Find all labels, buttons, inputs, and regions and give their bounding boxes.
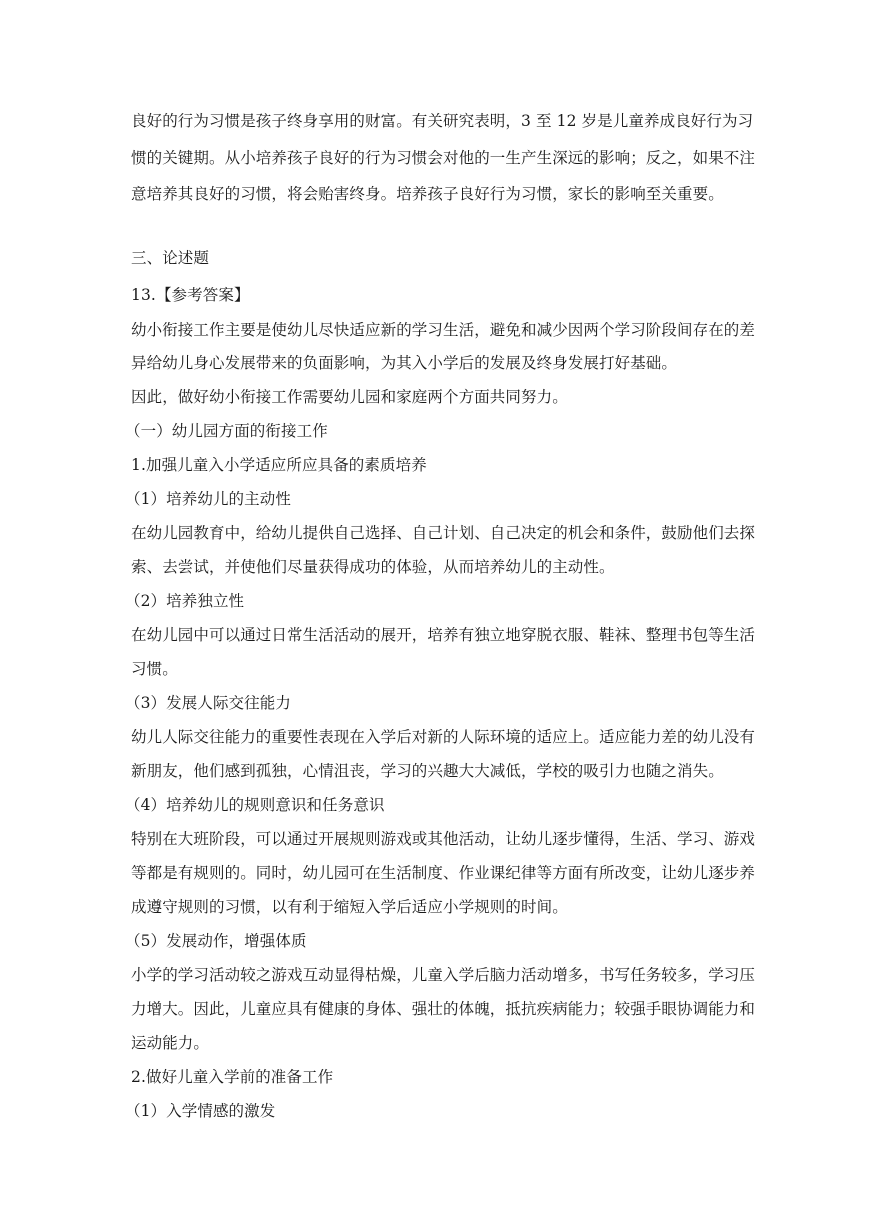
paragraph-line: 意培养其良好的习惯，将会贻害终身。培养孩子良好行为习惯，家长的影响至关重要。 xyxy=(131,185,724,203)
paragraph-line: 新朋友，他们感到孤独，心情沮丧，学习的兴趣大大减低，学校的吸引力也随之消失。 xyxy=(131,762,724,780)
paragraph-line: 力增大。因此，儿童应具有健康的身体、强壮的体魄，抵抗疾病能力；较强手眼协调能力和 xyxy=(131,1000,756,1018)
item-heading: （5）发展动作，增强体质 xyxy=(125,932,307,950)
item-heading: （3）发展人际交往能力 xyxy=(125,694,291,712)
paragraph-line: 良好的行为习惯是孩子终身享用的财富。有关研究表明，3 至 12 岁是儿童养成良好行为习 xyxy=(131,112,754,130)
paragraph-line: 小学的学习活动较之游戏互动显得枯燥，儿童入学后脑力活动增多，书写任务较多，学习压 xyxy=(131,966,756,984)
question-number: 13.【参考答案】 xyxy=(131,286,250,304)
paragraph-line: 习惯。 xyxy=(131,660,178,678)
paragraph-line: 幼儿人际交往能力的重要性表现在入学后对新的人际环境的适应上。适应能力差的幼儿没有 xyxy=(131,728,756,746)
paragraph-line: 在幼儿园中可以通过日常生活活动的展开，培养有独立地穿脱衣服、鞋袜、整理书包等生活 xyxy=(131,626,756,644)
paragraph-line: 特别在大班阶段，可以通过开展规则游戏或其他活动，让幼儿逐步懂得，生活、学习、游戏 xyxy=(131,830,756,848)
subsection-heading: 2.做好儿童入学前的准备工作 xyxy=(131,1068,334,1086)
paragraph-line: 索、去尝试，并使他们尽量获得成功的体验，从而培养幼儿的主动性。 xyxy=(131,558,615,576)
subsection-heading: 1.加强儿童入小学适应所应具备的素质培养 xyxy=(131,456,427,474)
item-heading: （2）培养独立性 xyxy=(125,592,245,610)
paragraph-line: 在幼儿园教育中，给幼儿提供自己选择、自己计划、自己决定的机会和条件，鼓励他们去探 xyxy=(131,524,756,542)
paragraph-line: 成遵守规则的习惯，以有利于缩短入学后适应小学规则的时间。 xyxy=(131,898,568,916)
section-heading: 三、论述题 xyxy=(131,249,210,267)
paragraph-line: 惯的关键期。从小培养孩子良好的行为习惯会对他的一生产生深远的影响；反之，如果不注 xyxy=(131,149,756,167)
item-heading: （1）培养幼儿的主动性 xyxy=(125,490,291,508)
paragraph-line: 异给幼儿身心发展带来的负面影响，为其入小学后的发展及终身发展打好基础。 xyxy=(131,354,678,372)
paragraph-line: 因此，做好幼小衔接工作需要幼儿园和家庭两个方面共同努力。 xyxy=(131,388,568,406)
subsection-heading: （一）幼儿园方面的衔接工作 xyxy=(125,422,328,440)
paragraph-line: 等都是有规则的。同时，幼儿园可在生活制度、作业课纪律等方面有所改变，让幼儿逐步养 xyxy=(131,864,756,882)
item-heading: （1）入学情感的激发 xyxy=(125,1102,276,1120)
paragraph-line: 幼小衔接工作主要是使幼儿尽快适应新的学习生活，避免和减少因两个学习阶段间存在的差 xyxy=(131,321,756,339)
item-heading: （4）培养幼儿的规则意识和任务意识 xyxy=(125,796,385,814)
paragraph-line: 运动能力。 xyxy=(131,1034,210,1052)
